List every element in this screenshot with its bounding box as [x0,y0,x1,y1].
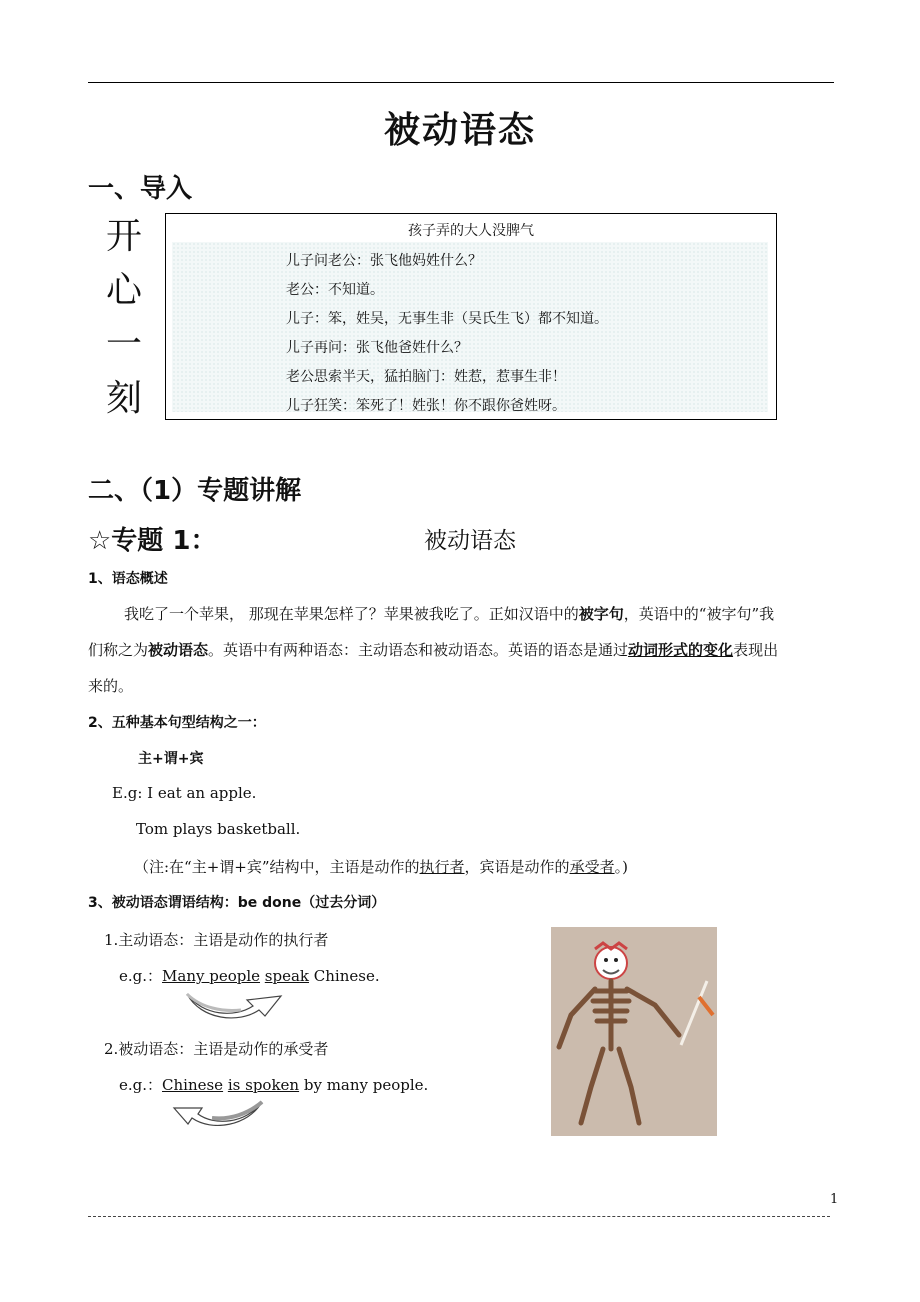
overview-text: ，英语中的“被字句”我 [623,605,775,623]
passive-subject: Chinese [162,1076,224,1094]
curved-arrow-right-icon [183,990,289,1020]
overview-text: 我吃了一个苹果， 那现在苹果怎样了？苹果被我吃了。正如汉语中的 [124,605,579,623]
joke-line: 儿子：笨，姓吴，无事生非（吴氏生飞）都不知道。 [286,311,608,327]
section-2-heading: 二、（1）专题讲解 [88,476,302,506]
eg-prefix: e.g.： [119,967,163,985]
joke-line: 儿子问老公：张飞他妈姓什么？ [286,253,482,269]
note-underlined-term: 执行者 [419,858,465,876]
overview-underlined-term: 动词形式的变化 [628,641,734,659]
joke-line: 老公：不知道。 [286,282,384,298]
joke-box [165,213,777,420]
note-text: ，宾语是动作的 [464,858,570,876]
joke-line: 老公思索半天，猛拍脑门：姓惹，惹事生非！ [286,369,566,385]
joke-title: 孩子弄的大人没脾气 [408,223,534,239]
overview-text: 们称之为 [88,641,149,659]
overview-bold-term: 被动语态 [148,641,209,659]
side-char: 刻 [105,378,142,419]
overview-line-1 [88,596,836,632]
item-1-heading: 1、语态概述 [88,571,168,587]
joke-line: 儿子狂笑：笨死了！姓张！你不跟你爸姓呀。 [286,398,566,414]
overview-bold-term: 被字句 [578,605,624,623]
passive-voice-label: 2.被动语态：主语是动作的承受者 [104,1040,329,1058]
overview-text: 表现出 [733,641,779,659]
overview-line-3: 来的。 [88,677,134,695]
active-verb: speak [264,967,310,985]
eg-prefix: e.g.： [119,1076,163,1094]
topic-label: ☆专题 1： [88,526,217,556]
active-voice-example [119,965,380,986]
side-char: 开 [105,216,142,257]
side-vertical-text [104,210,144,426]
active-subject: Many people [162,967,261,985]
document-title: 被动语态 [383,110,536,151]
item-2-heading: 2、五种基本句型结构之一： [88,715,266,731]
top-rule [88,82,834,83]
example-1: E.g: I eat an apple. [112,784,257,802]
active-object: Chinese. [309,967,380,985]
structure-note [134,856,628,877]
joke-line: 儿子再问：张飞他爸姓什么？ [286,340,468,356]
skeleton-photo [551,927,717,1136]
joke-body [172,242,768,412]
passive-voice-example [119,1074,428,1095]
note-text: 。) [614,858,628,876]
overview-line-2 [88,632,836,668]
side-char: 心 [105,270,142,311]
side-char: 一 [105,324,142,365]
note-text: （注:在“主+谓+宾”结构中，主语是动作的 [134,858,420,876]
section-1-heading: 一、导入 [88,174,193,204]
item-3-heading: 3、被动语态谓语结构：be done（过去分词） [88,895,386,911]
active-voice-label: 1.主动语态：主语是动作的执行者 [104,931,329,949]
footer-dashed-rule [88,1216,830,1217]
note-underlined-term: 承受者 [569,858,615,876]
passive-verb: is spoken [227,1076,300,1094]
skeleton-figure-image [551,927,717,1136]
topic-name: 被动语态 [424,528,516,554]
overview-text: 。英语中有两种语态：主动语态和被动语态。英语的语态是通过 [208,641,629,659]
passive-rest: by many people. [299,1076,429,1094]
curved-arrow-left-icon [172,1098,266,1126]
page-number: 1 [830,1192,839,1207]
example-2: Tom plays basketball. [136,820,301,838]
sentence-structure: 主+谓+宾 [138,751,204,767]
